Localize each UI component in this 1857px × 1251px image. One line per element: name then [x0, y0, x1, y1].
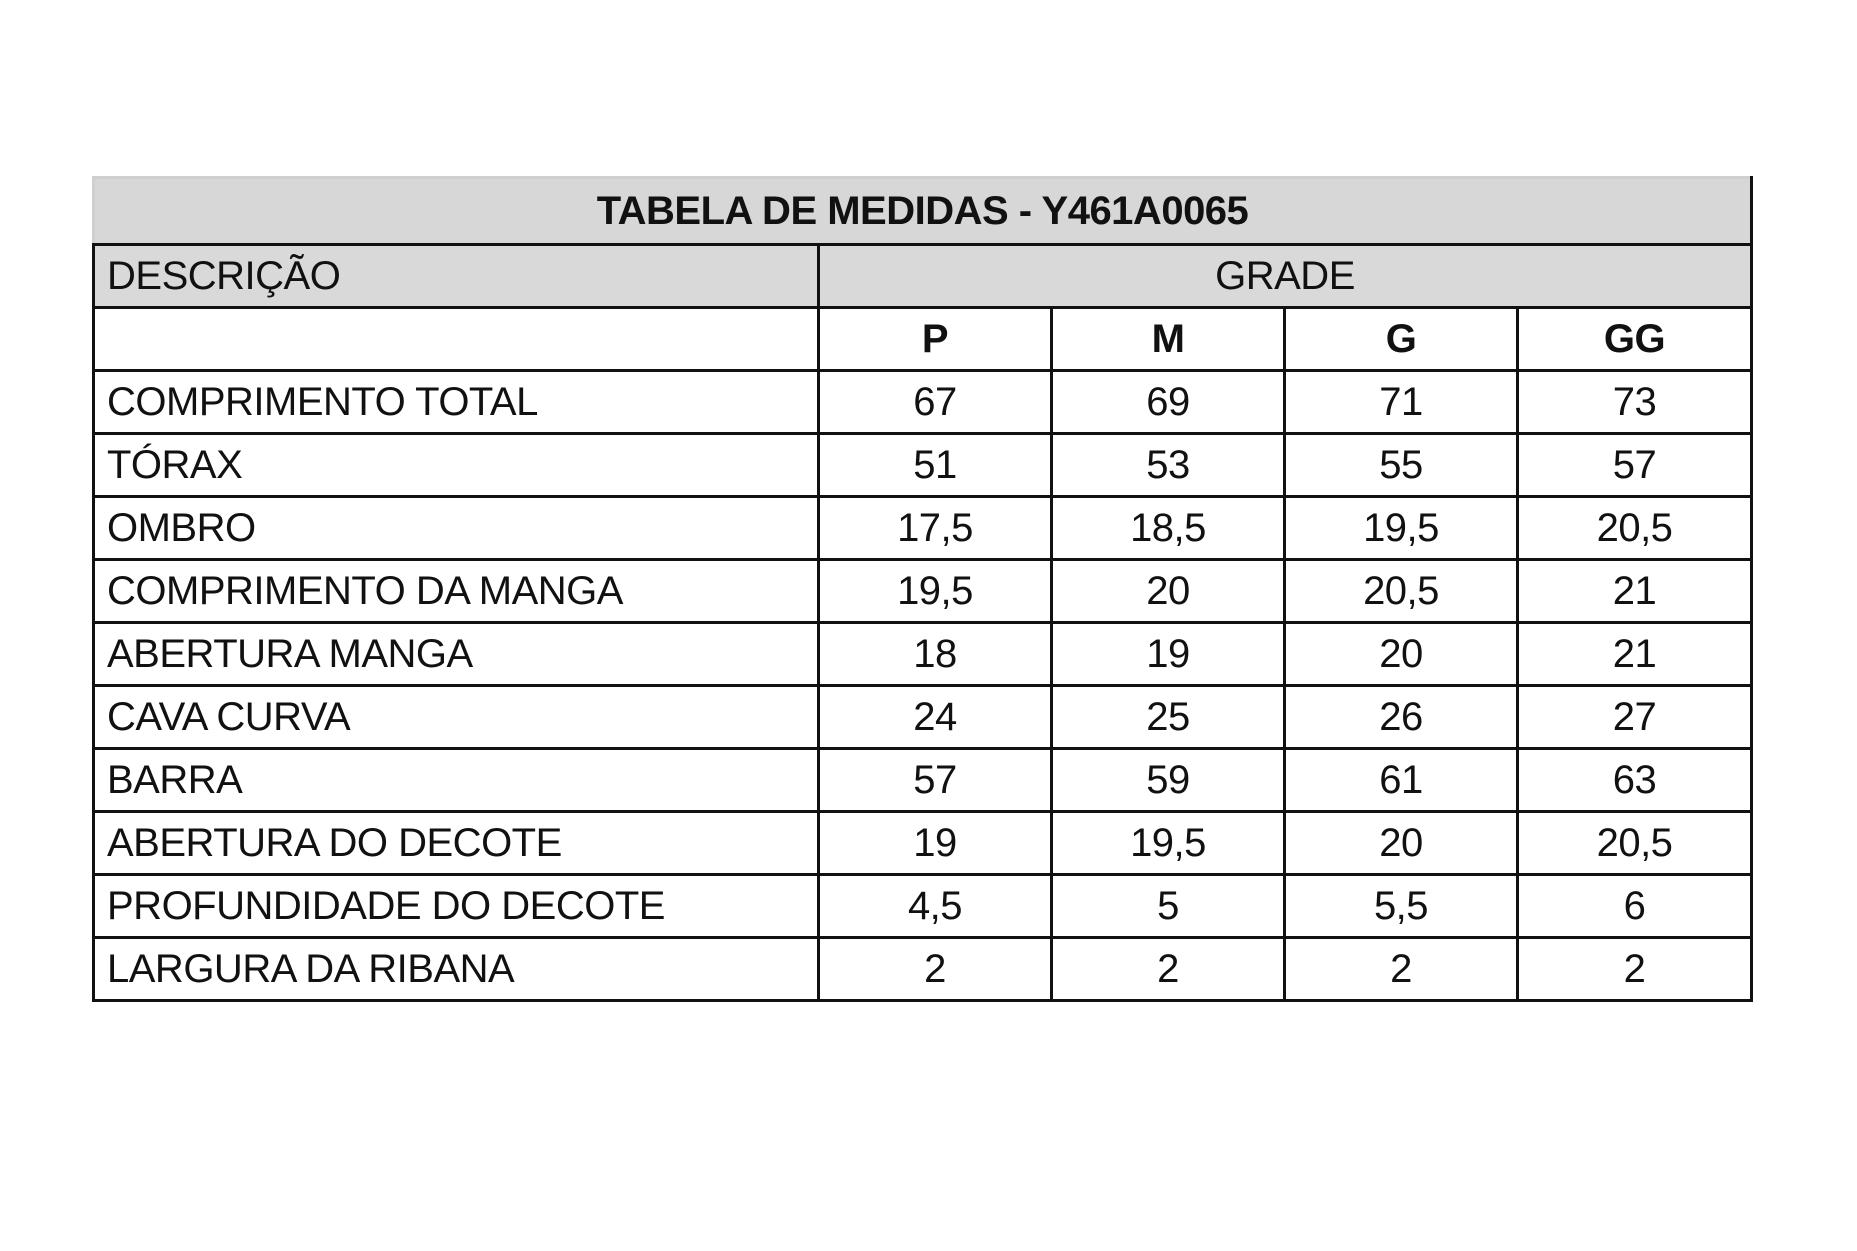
- measurement-value: 20,5: [1518, 812, 1752, 875]
- table-header-row: [94, 245, 1752, 308]
- measure-rows: [94, 371, 1752, 1001]
- measurement-label: BARRA: [94, 749, 819, 812]
- table-row: [94, 623, 1752, 686]
- table-row: [94, 434, 1752, 497]
- size-header-gg: GG: [1518, 308, 1752, 371]
- measurement-label: PROFUNDIDADE DO DECOTE: [94, 875, 819, 938]
- measurement-value: 20,5: [1518, 497, 1752, 560]
- measurement-value: 21: [1518, 560, 1752, 623]
- measurement-value: 19,5: [1285, 497, 1518, 560]
- table-row: [94, 560, 1752, 623]
- measurement-value: 18,5: [1052, 497, 1285, 560]
- size-header-m: M: [1052, 308, 1285, 371]
- size-table: [92, 176, 1753, 1002]
- table-row: [94, 371, 1752, 434]
- measurement-label: ABERTURA DO DECOTE: [94, 812, 819, 875]
- measurement-value: 19,5: [1052, 812, 1285, 875]
- size-header-g: G: [1285, 308, 1518, 371]
- measurement-value: 27: [1518, 686, 1752, 749]
- sizes-row-blank: [94, 308, 819, 371]
- measurement-label: COMPRIMENTO DA MANGA: [94, 560, 819, 623]
- measurement-label: LARGURA DA RIBANA: [94, 938, 819, 1001]
- measurement-value: 20: [1052, 560, 1285, 623]
- table-title: TABELA DE MEDIDAS - Y461A0065: [94, 178, 1752, 245]
- measurement-value: 19: [819, 812, 1052, 875]
- measurement-value: 2: [819, 938, 1052, 1001]
- size-chart: [92, 176, 1750, 1002]
- measurement-value: 5: [1052, 875, 1285, 938]
- table-row: [94, 749, 1752, 812]
- measurement-value: 2: [1052, 938, 1285, 1001]
- measurement-label: TÓRAX: [94, 434, 819, 497]
- measurement-value: 6: [1518, 875, 1752, 938]
- measurement-value: 57: [1518, 434, 1752, 497]
- measurement-value: 4,5: [819, 875, 1052, 938]
- measurement-value: 25: [1052, 686, 1285, 749]
- measurement-value: 57: [819, 749, 1052, 812]
- measurement-label: COMPRIMENTO TOTAL: [94, 371, 819, 434]
- grade-header: GRADE: [819, 245, 1752, 308]
- table-row: [94, 875, 1752, 938]
- measurement-value: 19: [1052, 623, 1285, 686]
- description-header: DESCRIÇÃO: [94, 245, 819, 308]
- measurement-value: 5,5: [1285, 875, 1518, 938]
- table-row: [94, 497, 1752, 560]
- measurement-label: ABERTURA MANGA: [94, 623, 819, 686]
- measurement-value: 2: [1285, 938, 1518, 1001]
- measurement-value: 24: [819, 686, 1052, 749]
- measurement-value: 63: [1518, 749, 1752, 812]
- table-row: [94, 686, 1752, 749]
- measurement-value: 20: [1285, 623, 1518, 686]
- measurement-value: 20: [1285, 812, 1518, 875]
- measurement-value: 59: [1052, 749, 1285, 812]
- measurement-value: 20,5: [1285, 560, 1518, 623]
- measurement-value: 19,5: [819, 560, 1052, 623]
- table-title-row: [94, 178, 1752, 245]
- sizes-row: [94, 308, 1752, 371]
- measurement-value: 69: [1052, 371, 1285, 434]
- size-header-p: P: [819, 308, 1052, 371]
- measurement-value: 2: [1518, 938, 1752, 1001]
- measurement-value: 51: [819, 434, 1052, 497]
- measurement-value: 53: [1052, 434, 1285, 497]
- measurement-value: 61: [1285, 749, 1518, 812]
- measurement-value: 55: [1285, 434, 1518, 497]
- measurement-label: CAVA CURVA: [94, 686, 819, 749]
- measurement-value: 21: [1518, 623, 1752, 686]
- measurement-label: OMBRO: [94, 497, 819, 560]
- measurement-value: 71: [1285, 371, 1518, 434]
- measurement-value: 67: [819, 371, 1052, 434]
- table-row: [94, 812, 1752, 875]
- table-row: [94, 938, 1752, 1001]
- measurement-value: 17,5: [819, 497, 1052, 560]
- measurement-value: 26: [1285, 686, 1518, 749]
- measurement-value: 73: [1518, 371, 1752, 434]
- measurement-value: 18: [819, 623, 1052, 686]
